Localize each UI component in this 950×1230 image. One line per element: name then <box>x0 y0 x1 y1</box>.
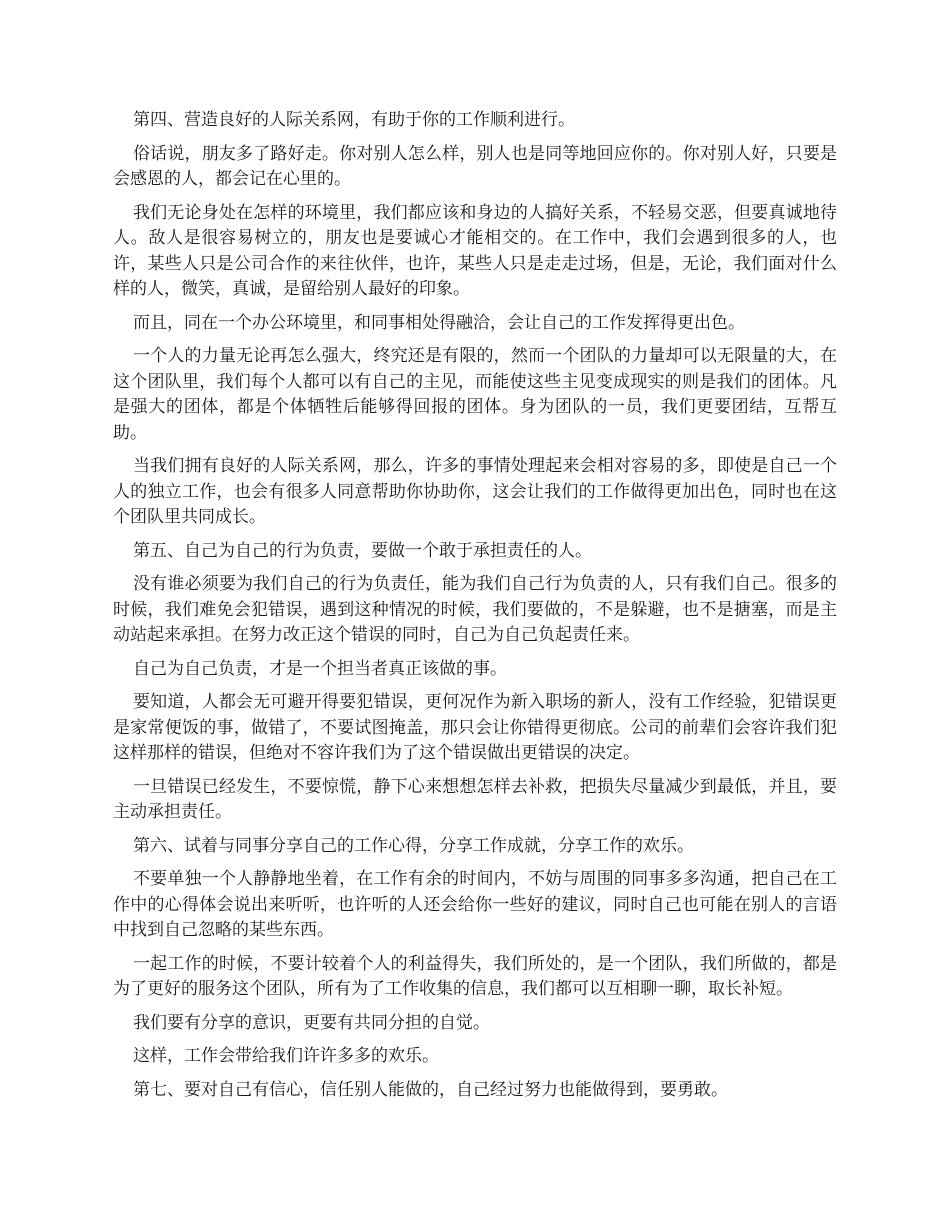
section-heading-5: 第五、自己为自己的行为负责，要做一个敢于承担责任的人。 <box>133 540 592 561</box>
paragraph: 一个人的力量无论再怎么强大，终究还是有限的，然而一个团队的力量却可以无限量的大，在这个团队里，我们每个人都可以有自己的主见，而能使这些主见变成现实的则是我们的团体。凡是强大的团体，都是个体牺牲后能够得回报的团体。身为团队的一员，我们更要团结，互帮互助。 <box>113 346 837 443</box>
document-body <box>113 108 837 1111</box>
paragraph: 要知道，人都会无可避开得要犯错误，更何况作为新入职场的新人，没有工作经验，犯错误更是家常便饭的事，做错了，不要试图掩盖，那只会让你错得更彻底。公司的前辈们会容许我们犯这样那样的错误，但绝对不容许我们为了这个错误做出更错误的决定。 <box>113 692 837 763</box>
section-heading-6: 第六、试着与同事分享自己的工作心得，分享工作成就，分享工作的欢乐。 <box>133 835 694 856</box>
paragraph: 当我们拥有良好的人际关系网，那么，许多的事情处理起来会相对容易的多，即使是自己一个人的独立工作，也会有很多人同意帮助你协助你，这会让我们的工作做得更加出色，同时也在这个团队里共同成长。 <box>113 456 837 527</box>
paragraph: 一起工作的时候，不要计较着个人的利益得失，我们所处的，是一个团队，我们所做的，都是为了更好的服务这个团队，所有为了工作收集的信息，我们都可以互相聊一聊，取长补短。 <box>113 953 837 999</box>
paragraph: 不要单独一个人静静地坐着，在工作有余的时间内，不妨与周围的同事多多沟通，把自己在工作中的心得体会说出来听听，也许听的人还会给你一些好的建议，同时自己也可能在别人的言语中找到自己忽略的某些东西。 <box>113 869 837 940</box>
paragraph: 一旦错误已经发生，不要惊慌，静下心来想想怎样去补救，把损失尽量减少到最低，并且，要主动承担责任。 <box>113 776 837 822</box>
paragraph: 我们要有分享的意识，更要有共同分担的自觉。 <box>133 1012 490 1033</box>
paragraph: 这样，工作会带给我们许许多多的欢乐。 <box>133 1046 439 1066</box>
paragraph: 没有谁必须要为我们自己的行为负责任，能为我们自己行为负责的人，只有我们自己。很多的时候，我们难免会犯错误，遇到这种情况的时候，我们要做的，不是躲避，也不是搪塞，而是主动站起来承担。在努力改正这个错误的同时，自己为自己负起责任来。 <box>113 574 837 645</box>
paragraph: 俗话说，朋友多了路好走。你对别人怎么样，别人也是同等地回应你的。你对别人好，只要是会感恩的人，都会记在心里的。 <box>113 143 837 189</box>
section-heading-4: 第四、营造良好的人际关系网，有助于你的工作顺利进行。 <box>133 110 575 130</box>
paragraph: 我们无论身处在怎样的环境里，我们都应该和身边的人搞好关系，不轻易交恶，但要真诚地待人。敌人是很容易树立的，朋友也是要诚心才能相交的。在工作中，我们会遇到很多的人，也许，某些人只是公司合作的来往伙伴，也许，某些人只是走走过场，但是，无论，我们面对什么样的人，微笑，真诚，是留给别人最好的印象。 <box>113 202 837 299</box>
section-heading-7: 第七、要对自己有信心，信任别人能做的，自己经过努力也能做得到，要勇敢。 <box>133 1079 728 1100</box>
paragraph: 而且，同在一个办公环境里，和同事相处得融洽，会让自己的工作发挥得更出色。 <box>133 312 745 333</box>
paragraph: 自己为自己负责，才是一个担当者真正该做的事。 <box>133 658 507 679</box>
